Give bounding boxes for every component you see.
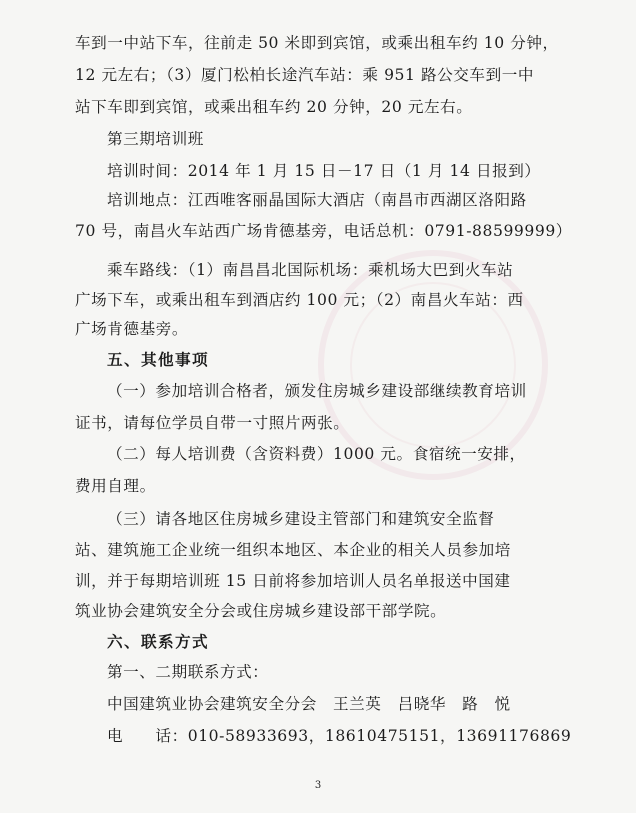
body-line: 费用自理。 [75, 477, 156, 495]
body-line: （一）参加培训合格者，颁发住房城乡建设部继续教育培训 [107, 382, 527, 400]
body-line: 培训时间：2014 年 1 月 15 日－17 日（1 月 14 日报到） [107, 162, 541, 180]
section-heading: 六、联系方式 [107, 632, 209, 651]
body-line: 广场下车，或乘出租车到酒店约 100 元；（2）南昌火车站：西 [75, 291, 524, 309]
body-line: 站、建筑施工企业统一组织本地区、本企业的相关人员参加培 [75, 541, 511, 559]
body-line: （二）每人培训费（含资料费）1000 元。食宿统一安排， [107, 445, 526, 463]
body-line: （三）请各地区住房城乡建设主管部门和建筑安全监督 [107, 510, 495, 528]
body-line: 第一、二期联系方式： [107, 663, 269, 681]
body-line: 车到一中站下车，往前走 50 米即到宾馆，或乘出租车约 10 分钟， [75, 34, 559, 52]
body-line: 乘车路线：（1）南昌昌北国际机场：乘机场大巴到火车站 [107, 261, 514, 279]
body-line: 12 元左右；（3）厦门松柏长途汽车站：乘 951 路公交车到一中 [75, 66, 534, 84]
body-line: 训，并于每期培训班 15 日前将参加培训人员名单报送中国建 [75, 572, 511, 590]
section-subtitle: 第三期培训班 [107, 130, 204, 148]
body-line: 筑业协会建筑安全分会或住房城乡建设部干部学院。 [75, 602, 447, 620]
page-number: 3 [314, 780, 322, 791]
body-line: 站下车即到宾馆，或乘出租车约 20 分钟，20 元左右。 [75, 98, 473, 116]
section-heading: 五、其他事项 [107, 350, 209, 369]
body-line: 证书，请每位学员自带一寸照片两张。 [75, 414, 350, 432]
body-line: 70 号，南昌火车站西广场肯德基旁，电话总机：0791-88599999） [75, 222, 572, 240]
body-line: 广场肯德基旁。 [75, 320, 189, 338]
body-line: 培训地点：江西唯客丽晶国际大酒店（南昌市西湖区洛阳路 [107, 191, 527, 209]
contact-line: 中国建筑业协会建筑安全分会 王兰英 吕晓华 路 悦 [107, 695, 511, 713]
phone-line: 电 话：010-58933693，18610475151，13691176869 [107, 727, 572, 745]
